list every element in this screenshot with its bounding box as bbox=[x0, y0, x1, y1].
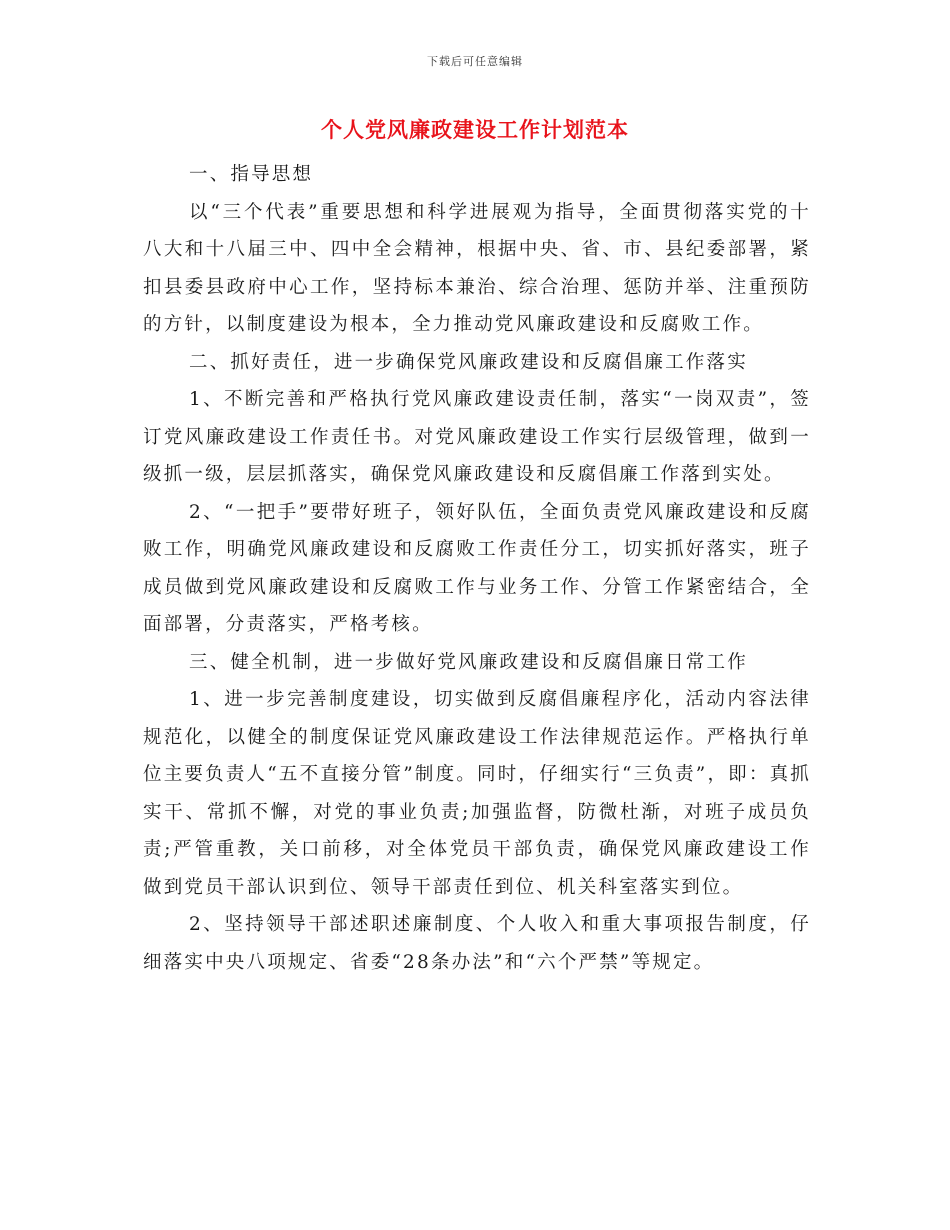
section-heading-responsibility: 二、抓好责任，进一步确保党风廉政建设和反腐倡廉工作落实 bbox=[189, 351, 748, 373]
paragraph: 2、坚持领导干部述职述廉制度、个人收入和重大事项报告制度，仔细落实中央八项规定、省委“28条办法”和“六个严禁”等规定。 bbox=[143, 914, 811, 973]
document-body bbox=[143, 156, 811, 981]
paragraph: 2、“一把手”要带好班子，领好队伍，全面负责党风廉政建设和反腐败工作，明确党风廉政建设和反腐败工作责任分工，切实抓好落实，班子成员做到党风廉政建设和反腐败工作与业务工作、分管工作紧密结合，全面部署，分责落实，严格考核。 bbox=[143, 501, 811, 635]
header-note: 下载后可任意编辑 bbox=[427, 55, 523, 68]
section-heading-guiding-ideology: 一、指导思想 bbox=[189, 164, 314, 185]
paragraph: 1、不断完善和严格执行党风廉政建设责任制，落实“一岗双责”，签订党风廉政建设工作责任书。对党风廉政建设工作实行层级管理，做到一级抓一级，层层抓落实，确保党风廉政建设和反腐倡廉工作落到实处。 bbox=[143, 389, 811, 485]
section-heading-mechanism: 三、健全机制，进一步做好党风廉政建设和反腐倡廉日常工作 bbox=[189, 651, 748, 673]
paragraph: 1、进一步完善制度建设，切实做到反腐倡廉程序化，活动内容法律规范化，以健全的制度保证党风廉政建设工作法律规范运作。严格执行单位主要负责人“五不直接分管”制度。同时，仔细实行“三负责”，即：真抓实干、常抓不懈，对党的事业负责;加强监督，防微杜渐，对班子成员负责;严管重教，关口前移，对全体党员干部负责，确保党风廉政建设工作做到党员干部认识到位、领导干部责任到位、机关科室落实到位。 bbox=[143, 689, 811, 898]
document-title: 个人党风廉政建设工作计划范本 bbox=[321, 117, 629, 142]
paragraph: 以“三个代表”重要思想和科学进展观为指导，全面贯彻落实党的十八大和十八届三中、四中全会精神，根据中央、省、市、县纪委部署，紧扣县委县政府中心工作，坚持标本兼治、综合治理、惩防并举、注重预防的方针，以制度建设为根本，全力推动党风廉政建设和反腐败工作。 bbox=[143, 201, 811, 335]
